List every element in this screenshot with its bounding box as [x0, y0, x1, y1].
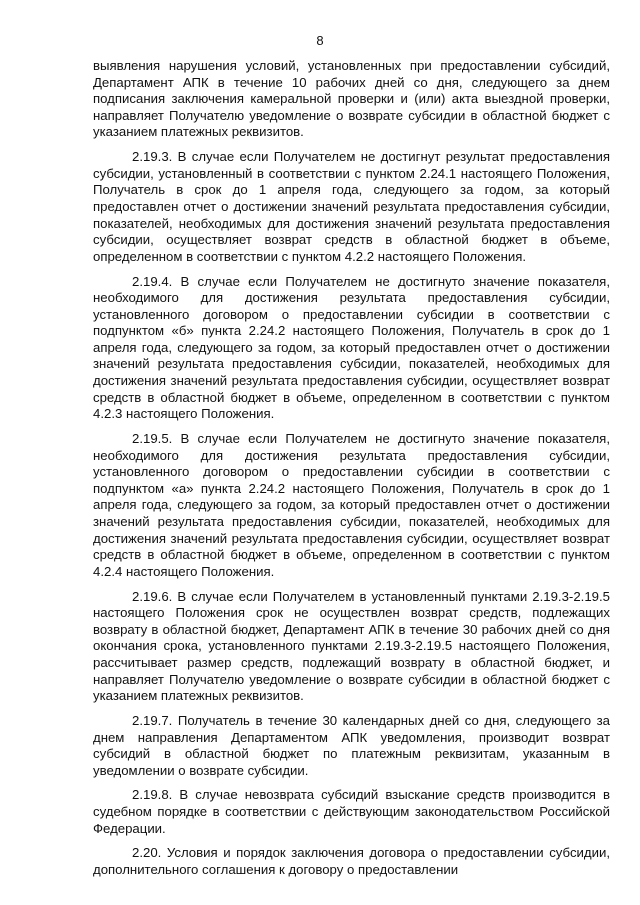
paragraph-2-19-7: 2.19.7. Получатель в течение 30 календарных дней со дня, следующего за днем направления Департаментом АПК уведомления, производит возврат субсидий в областной бюджет по платежным реквизитам, указанным в уведомлении о возврате субсидии. — [93, 712, 610, 778]
document-body — [93, 58, 610, 887]
paragraph-2-19-6: 2.19.6. В случае если Получателем в установленный пунктами 2.19.3-2.19.5 настоящего Положения срок не осуществлен возврат средств, подлежащих возврату в областной бюджет, Департамент АПК в течение 30 рабочих дней со дня окончания срока, установленного пунктами 2.19.3-2.19.5 настоящего Положения, рассчитывает размер средств, подлежащий возврату в областной бюджет, и направляет Получателю уведомление о возврате субсидии в областной бюджет с указанием платежных реквизитов. — [93, 588, 610, 704]
paragraph-2-19-8: 2.19.8. В случае невозврата субсидий взыскание средств производится в судебном порядке в соответствии с действующим законодательством Российской Федерации. — [93, 787, 610, 836]
paragraph-2-19-4: 2.19.4. В случае если Получателем не достигнуто значение показателя, необходимого для достижения результата предоставления субсидии, установленного договором о предоставлении субсидии в соответствии с подпунктом «б» пункта 2.24.2 настоящего Положения, Получатель в срок до 1 апреля года, следующего за годом, за который предоставлен отчет о достижении значений результата предоставления субсидии, показателей, необходимых для достижения значений результата предоставления субсидии, осуществляет возврат средств в областной бюджет в объеме, определенном в соответствии с пунктом 4.2.3 настоящего Положения. — [93, 273, 610, 422]
paragraph-2-19-5: 2.19.5. В случае если Получателем не достигнуто значение показателя, необходимого для достижения результата предоставления субсидии, установленного договором о предоставлении субсидии в соответствии с подпунктом «а» пункта 2.24.2 настоящего Положения, Получатель в срок до 1 апреля года, следующего за годом, за который предоставлен отчет о достижении значений результата предоставления субсидии, показателей, необходимых для достижения значений результата предоставления субсидии, осуществляет возврат средств в областной бюджет в объеме, определенном в соответствии с пунктом 4.2.4 настоящего Положения. — [93, 431, 610, 579]
page-number: 8 — [316, 33, 324, 48]
paragraph-2-20: 2.20. Условия и порядок заключения договора о предоставлении субсидии, дополнительного соглашения к договору о предоставлении — [93, 845, 610, 878]
paragraph-continuation: выявления нарушения условий, установленных при предоставлении субсидий, Департамент АПК в течение 10 рабочих дней со дня, следующего за днем подписания заключения камеральной проверки и (или) акта выездной проверки, направляет Получателю уведомление о возврате субсидии в областной бюджет с указанием платежных реквизитов. — [93, 58, 610, 140]
paragraph-2-19-3: 2.19.3. В случае если Получателем не достигнут результат предоставления субсидии, установленный в соответствии с пунктом 2.24.1 настоящего Положения, Получатель в срок до 1 апреля года, следующего за годом, за который предоставлен отчет о достижении значений результата предоставления субсидии, показателей, необходимых для достижения значений результата предоставления субсидии, осуществляет возврат средств в областной бюджет в объеме, определенном в соответствии с пунктом 4.2.2 настоящего Положения. — [93, 149, 610, 264]
